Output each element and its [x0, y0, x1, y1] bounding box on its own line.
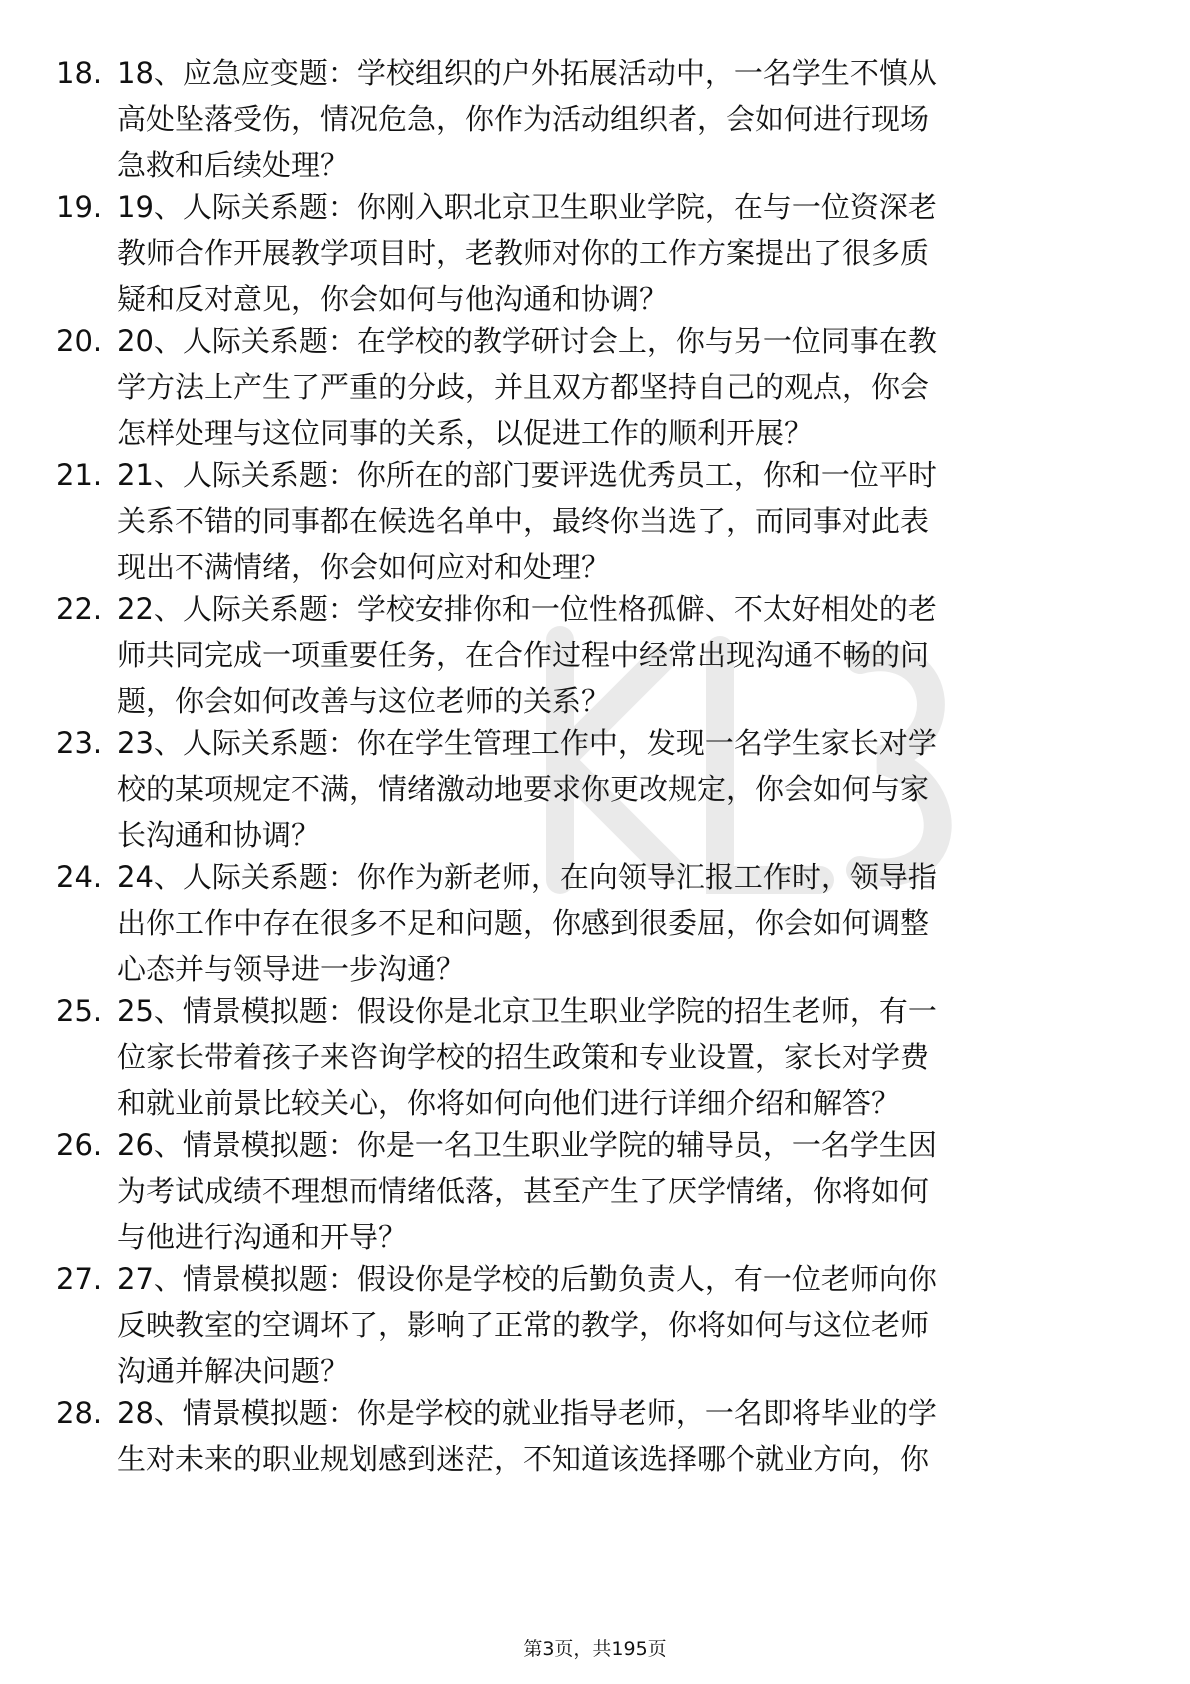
question-text-line: 21、人际关系题：你所在的部门要评选优秀员工，你和一位平时: [117, 458, 937, 492]
question-number: 24.: [56, 860, 103, 894]
question-text-line: 与他进行沟通和开导？: [117, 1220, 408, 1254]
question-text-line: 题，你会如何改善与这位老师的关系？: [117, 684, 611, 718]
question-text-line: 高处坠落受伤，情况危急，你作为活动组织者，会如何进行现场: [117, 102, 930, 136]
question-number: 19.: [56, 190, 103, 224]
question-number: 25.: [56, 994, 103, 1028]
question-number: 21.: [56, 458, 103, 492]
question-text-line: 18、应急应变题：学校组织的户外拓展活动中，一名学生不慎从: [117, 56, 937, 90]
question-number: 22.: [56, 592, 103, 626]
question-text-line: 心态并与领导进一步沟通？: [117, 952, 466, 986]
question-text-line: 急救和后续处理？: [117, 148, 350, 182]
question-number: 27.: [56, 1262, 103, 1296]
question-text-line: 生对未来的职业规划感到迷茫，不知道该选择哪个就业方向，你: [117, 1442, 930, 1476]
question-text-line: 19、人际关系题：你刚入职北京卫生职业学院，在与一位资深老: [117, 190, 937, 224]
question-text-line: 24、人际关系题：你作为新老师，在向领导汇报工作时，领导指: [117, 860, 937, 894]
question-text-line: 怎样处理与这位同事的关系，以促进工作的顺利开展？: [117, 416, 814, 450]
question-text-line: 出你工作中存在很多不足和问题，你感到很委屈，你会如何调整: [117, 906, 930, 940]
question-text-line: 25、情景模拟题：假设你是北京卫生职业学院的招生老师，有一: [117, 994, 937, 1028]
question-text-line: 现出不满情绪，你会如何应对和处理？: [117, 550, 611, 584]
question-text-line: 关系不错的同事都在候选名单中，最终你当选了，而同事对此表: [117, 504, 930, 538]
question-number: 18.: [56, 56, 103, 90]
question-text-line: 20、人际关系题：在学校的教学研讨会上，你与另一位同事在教: [117, 324, 937, 358]
question-text-line: 长沟通和协调？: [117, 818, 321, 852]
page-number-footer: 第3页，共195页: [523, 1638, 667, 1660]
question-number: 20.: [56, 324, 103, 358]
question-text-line: 教师合作开展教学项目时，老教师对你的工作方案提出了很多质: [117, 236, 930, 270]
question-text-line: 反映教室的空调坏了，影响了正常的教学，你将如何与这位老师: [117, 1308, 930, 1342]
question-text-line: 22、人际关系题：学校安排你和一位性格孤僻、不太好相处的老: [117, 592, 937, 626]
question-number: 28.: [56, 1396, 103, 1430]
question-text-line: 和就业前景比较关心，你将如何向他们进行详细介绍和解答？: [117, 1086, 901, 1120]
question-number: 23.: [56, 726, 103, 760]
question-text-line: 为考试成绩不理想而情绪低落，甚至产生了厌学情绪，你将如何: [117, 1174, 930, 1208]
question-text-line: 校的某项规定不满，情绪激动地要求你更改规定，你会如何与家: [117, 772, 930, 806]
question-text-line: 疑和反对意见，你会如何与他沟通和协调？: [117, 282, 669, 316]
question-text-line: 师共同完成一项重要任务，在合作过程中经常出现沟通不畅的问: [117, 638, 930, 672]
question-text-line: 学方法上产生了严重的分歧，并且双方都坚持自己的观点，你会: [117, 370, 930, 404]
question-text-line: 28、情景模拟题：你是学校的就业指导老师，一名即将毕业的学: [117, 1396, 937, 1430]
question-text-line: 23、人际关系题：你在学生管理工作中，发现一名学生家长对学: [117, 726, 937, 760]
question-text-line: 沟通并解决问题？: [117, 1354, 350, 1388]
question-text-line: 27、情景模拟题：假设你是学校的后勤负责人，有一位老师向你: [117, 1262, 937, 1296]
question-text-line: 位家长带着孩子来咨询学校的招生政策和专业设置，家长对学费: [117, 1040, 930, 1074]
question-number: 26.: [56, 1128, 103, 1162]
question-text-line: 26、情景模拟题：你是一名卫生职业学院的辅导员，一名学生因: [117, 1128, 937, 1162]
